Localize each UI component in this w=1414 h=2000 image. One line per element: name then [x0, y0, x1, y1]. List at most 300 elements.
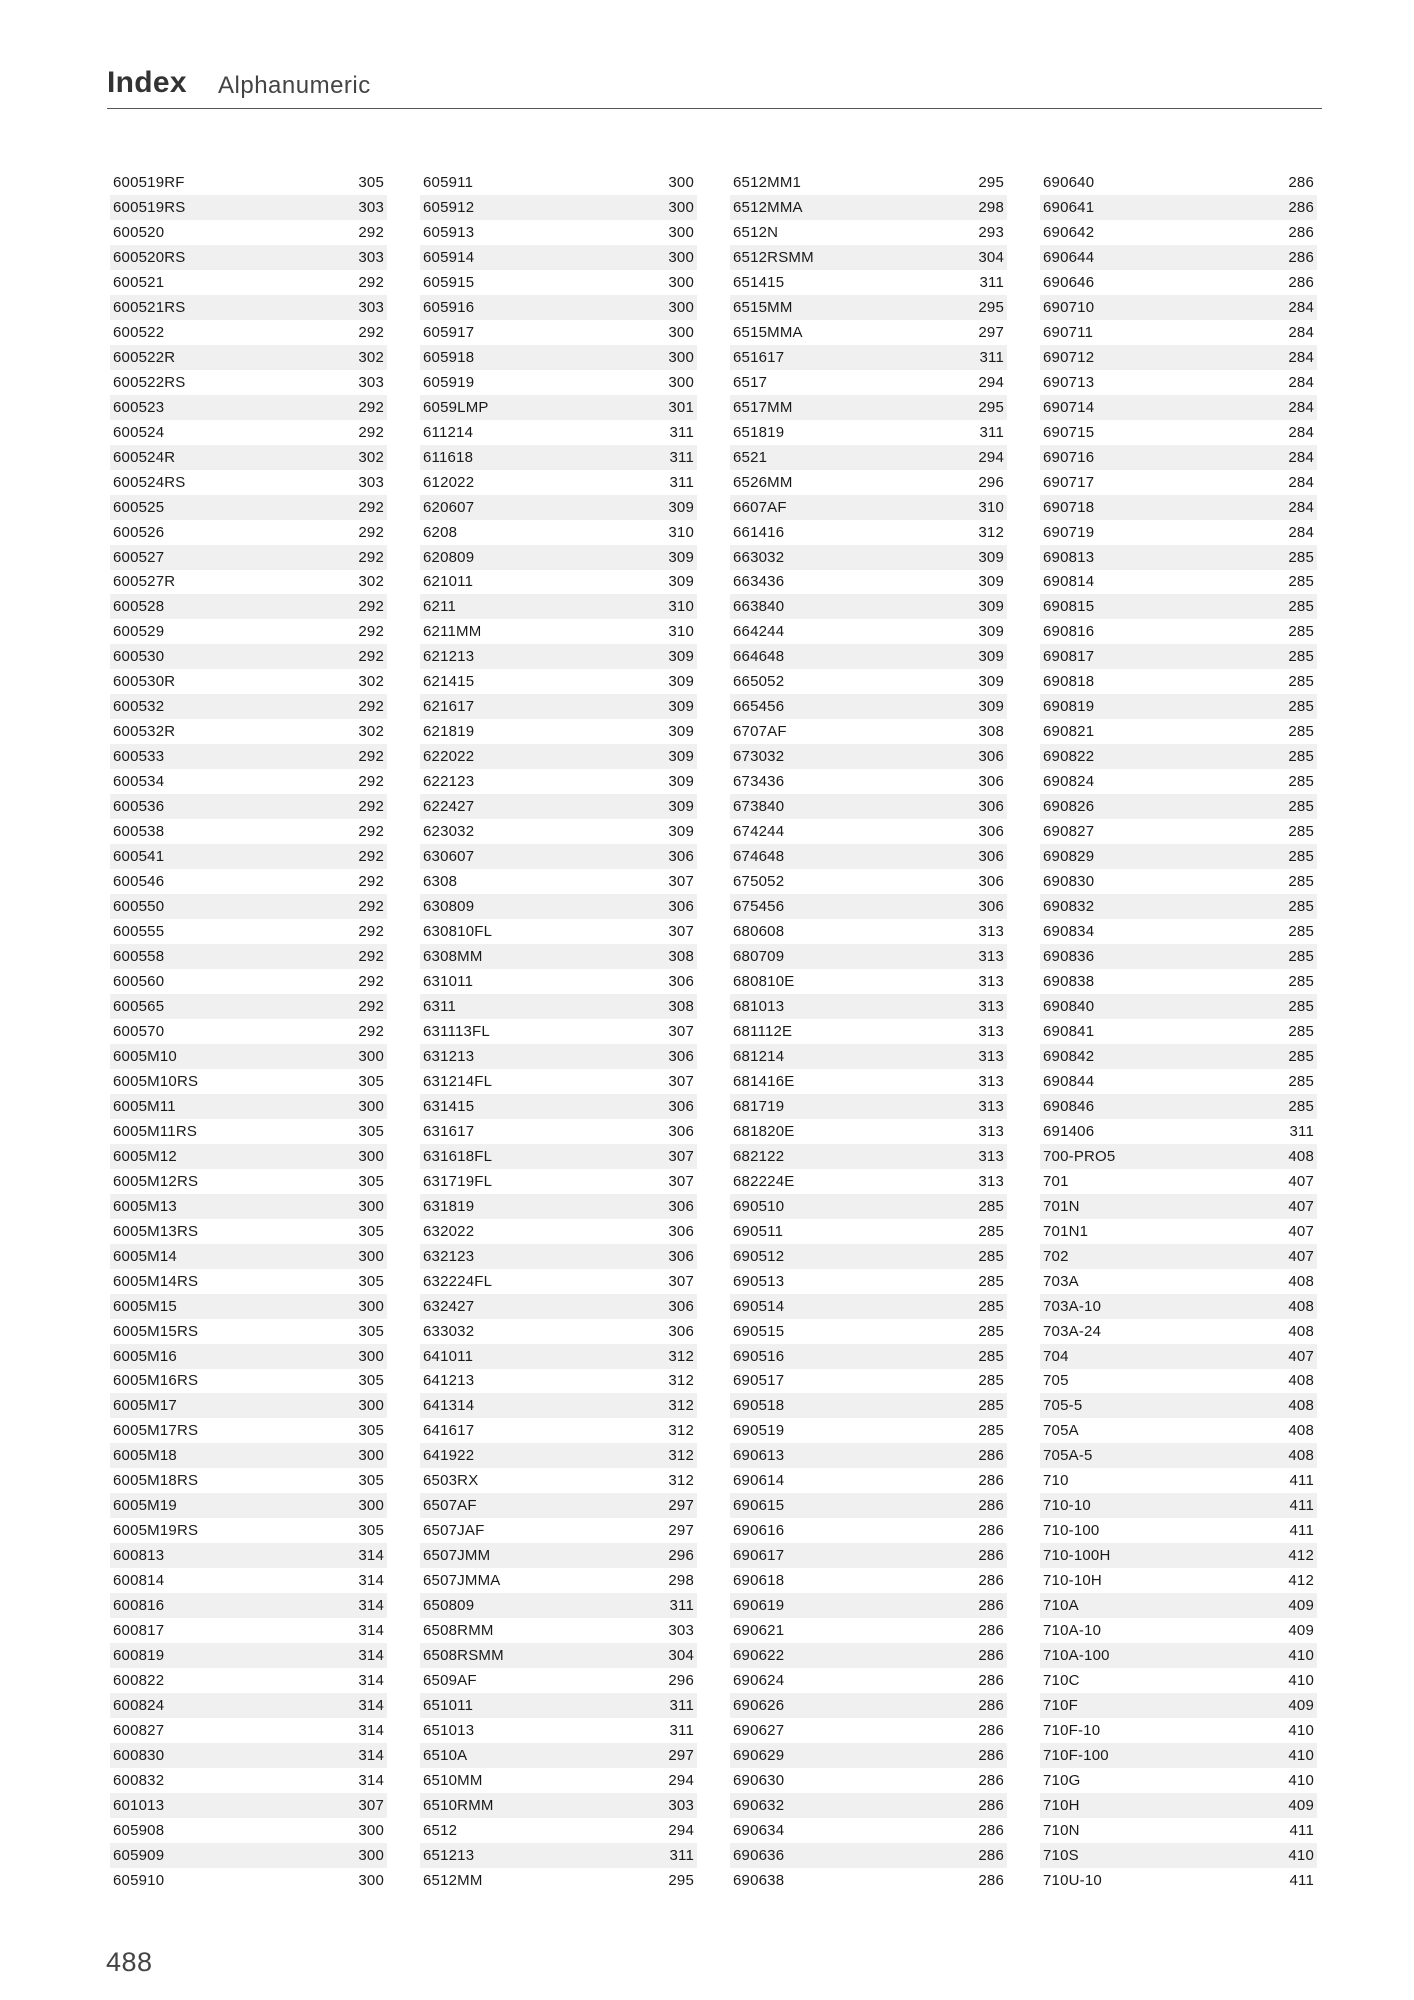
- page-reference: 285: [1288, 1072, 1314, 1090]
- index-entry: [420, 844, 697, 869]
- index-entry: [730, 894, 1007, 919]
- index-entry: [420, 919, 697, 944]
- page-reference: 305: [358, 173, 384, 191]
- part-number: 690818: [1043, 673, 1095, 691]
- index-entry: [110, 1094, 387, 1119]
- part-number: 690517: [733, 1372, 785, 1390]
- part-number: 6005M13RS: [113, 1222, 199, 1240]
- page-reference: 311: [669, 1597, 694, 1615]
- index-entry: [730, 1418, 1007, 1443]
- part-number: 6521: [733, 448, 768, 466]
- part-number: 630810FL: [423, 923, 493, 941]
- index-entry: [420, 1443, 697, 1468]
- part-number: 600813: [113, 1547, 165, 1565]
- part-number: 704: [1043, 1347, 1069, 1365]
- part-number: 710H: [1043, 1796, 1080, 1814]
- page-reference: 296: [668, 1672, 694, 1690]
- index-entry: [110, 1393, 387, 1418]
- index-entry: [1040, 1468, 1317, 1493]
- page-reference: 292: [358, 498, 384, 516]
- page-reference: 313: [978, 1147, 1004, 1165]
- part-number: 690840: [1043, 997, 1095, 1015]
- index-entry: [1040, 470, 1317, 495]
- index-entry: [1040, 594, 1317, 619]
- part-number: 690638: [733, 1871, 785, 1889]
- index-entry: [730, 1044, 1007, 1069]
- page-reference: 307: [668, 1022, 694, 1040]
- part-number: 605913: [423, 223, 475, 241]
- index-entry: [730, 694, 1007, 719]
- index-entry: [110, 1194, 387, 1219]
- part-number: 6005M17RS: [113, 1422, 199, 1440]
- page-reference: 308: [668, 948, 694, 966]
- page-reference: 284: [1288, 423, 1314, 441]
- page-reference: 285: [1288, 773, 1314, 791]
- part-number: 690717: [1043, 473, 1095, 491]
- index-entry: [730, 1543, 1007, 1568]
- index-entry: [420, 644, 697, 669]
- page-reference: 292: [358, 873, 384, 891]
- page-reference: 407: [1288, 1172, 1314, 1190]
- index-entry: [730, 345, 1007, 370]
- page-reference: 309: [668, 723, 694, 741]
- index-entry: [420, 1818, 697, 1843]
- part-number: 682122: [733, 1147, 785, 1165]
- page-reference: 306: [668, 1297, 694, 1315]
- index-entry: [420, 1643, 697, 1668]
- index-entry: [730, 1244, 1007, 1269]
- page-reference: 286: [978, 1796, 1004, 1814]
- page-reference: 309: [978, 648, 1004, 666]
- part-number: 600538: [113, 823, 165, 841]
- page-reference: 309: [978, 573, 1004, 591]
- part-number: 600525: [113, 498, 165, 516]
- index-entry: [110, 1144, 387, 1169]
- index-entry: [730, 669, 1007, 694]
- page-reference: 285: [978, 1222, 1004, 1240]
- part-number: 6005M19RS: [113, 1522, 199, 1540]
- part-number: 6510MM: [423, 1771, 483, 1789]
- page-reference: 300: [668, 198, 694, 216]
- index-entry: [730, 1618, 1007, 1643]
- index-entry: [420, 969, 697, 994]
- part-number: 690714: [1043, 398, 1095, 416]
- index-entry: [110, 170, 387, 195]
- page-reference: 305: [358, 1222, 384, 1240]
- page-reference: 295: [978, 398, 1004, 416]
- index-entry: [420, 744, 697, 769]
- index-entry: [420, 1393, 697, 1418]
- part-number: 710G: [1043, 1771, 1081, 1789]
- index-entry: [1040, 819, 1317, 844]
- page-reference: 285: [1288, 923, 1314, 941]
- index-entry: [730, 994, 1007, 1019]
- part-number: 690816: [1043, 623, 1095, 641]
- page-reference: 284: [1288, 323, 1314, 341]
- index-entry: [420, 1518, 697, 1543]
- page-reference: 286: [1288, 198, 1314, 216]
- index-entry: [420, 1493, 697, 1518]
- index-entry: [110, 1019, 387, 1044]
- page-reference: 309: [668, 748, 694, 766]
- part-number: 6507JAF: [423, 1522, 485, 1540]
- index-entry: [110, 1718, 387, 1743]
- index-entry: [730, 769, 1007, 794]
- part-number: 651011: [423, 1697, 474, 1715]
- index-entry: [420, 1369, 697, 1394]
- page-reference: 292: [358, 1022, 384, 1040]
- index-entry: [730, 470, 1007, 495]
- index-entry: [110, 1369, 387, 1394]
- index-entry: [730, 1393, 1007, 1418]
- part-number: 600519RS: [113, 198, 186, 216]
- page-reference: 306: [668, 898, 694, 916]
- page-reference: 305: [358, 1372, 384, 1390]
- part-number: 6208: [423, 523, 458, 541]
- index-entry: [420, 1219, 697, 1244]
- page-reference: 300: [668, 273, 694, 291]
- index-entry: [730, 619, 1007, 644]
- index-entry: [420, 295, 697, 320]
- part-number: 6211MM: [423, 623, 482, 641]
- page-reference: 410: [1288, 1846, 1314, 1864]
- part-number: 690515: [733, 1322, 785, 1340]
- index-entry: [1040, 195, 1317, 220]
- part-number: 651819: [733, 423, 785, 441]
- part-number: 600558: [113, 948, 165, 966]
- page-reference: 286: [978, 1647, 1004, 1665]
- part-number: 690821: [1043, 723, 1095, 741]
- part-number: 663436: [733, 573, 785, 591]
- part-number: 600520RS: [113, 248, 186, 266]
- part-number: 6005M12RS: [113, 1172, 199, 1190]
- page-reference: 285: [978, 1297, 1004, 1315]
- page-reference: 297: [978, 323, 1004, 341]
- index-column-1: [110, 170, 387, 1893]
- part-number: 6517: [733, 373, 768, 391]
- index-entry: [420, 445, 697, 470]
- index-entry: [420, 1069, 697, 1094]
- index-entry: [110, 295, 387, 320]
- page-reference: 411: [1289, 1522, 1314, 1540]
- index-columns: [110, 170, 1322, 1890]
- part-number: 600530: [113, 648, 165, 666]
- page-reference: 408: [1288, 1447, 1314, 1465]
- page-reference: 300: [358, 1871, 384, 1889]
- part-number: 6515MMA: [733, 323, 803, 341]
- page-reference: 309: [668, 798, 694, 816]
- page-reference: 300: [358, 1297, 384, 1315]
- index-entry: [730, 1568, 1007, 1593]
- index-entry: [1040, 1568, 1317, 1593]
- page-reference: 285: [978, 1347, 1004, 1365]
- index-entry: [110, 1319, 387, 1344]
- index-entry: [730, 270, 1007, 295]
- index-entry: [730, 1144, 1007, 1169]
- page-reference: 309: [668, 673, 694, 691]
- page-reference: 297: [668, 1522, 694, 1540]
- index-entry: [1040, 545, 1317, 570]
- part-number: 710A-100: [1043, 1647, 1110, 1665]
- index-entry: [110, 1568, 387, 1593]
- part-number: 6005M18: [113, 1447, 177, 1465]
- index-entry: [730, 1169, 1007, 1194]
- index-entry: [110, 1843, 387, 1868]
- page-reference: 314: [358, 1547, 384, 1565]
- part-number: 681214: [733, 1047, 785, 1065]
- part-number: 632022: [423, 1222, 475, 1240]
- index-entry: [1040, 1294, 1317, 1319]
- part-number: 6005M12: [113, 1147, 177, 1165]
- index-entry: [1040, 744, 1317, 769]
- page-reference: 284: [1288, 348, 1314, 366]
- index-entry: [420, 1044, 697, 1069]
- page-reference: 306: [668, 972, 694, 990]
- part-number: 600532: [113, 698, 165, 716]
- page-reference: 300: [668, 373, 694, 391]
- page-reference: 314: [358, 1597, 384, 1615]
- index-entry: [730, 1319, 1007, 1344]
- page-reference: 310: [668, 623, 694, 641]
- part-number: 690824: [1043, 773, 1095, 791]
- part-number: 601013: [113, 1796, 165, 1814]
- part-number: 690822: [1043, 748, 1095, 766]
- page-reference: 307: [668, 1272, 694, 1290]
- part-number: 690815: [1043, 598, 1095, 616]
- page-reference: 297: [668, 1747, 694, 1765]
- part-number: 600524RS: [113, 473, 186, 491]
- index-entry: [730, 1718, 1007, 1743]
- part-number: 651013: [423, 1722, 475, 1740]
- page-reference: 286: [1288, 273, 1314, 291]
- index-entry: [110, 1768, 387, 1793]
- part-number: 6308MM: [423, 948, 483, 966]
- index-entry: [1040, 869, 1317, 894]
- part-number: 682224E: [733, 1172, 795, 1190]
- index-entry: [730, 195, 1007, 220]
- index-entry: [420, 1294, 697, 1319]
- page-reference: 284: [1288, 523, 1314, 541]
- index-entry: [730, 969, 1007, 994]
- page-reference: 302: [358, 573, 384, 591]
- part-number: 6005M10: [113, 1047, 177, 1065]
- part-number: 690710: [1043, 298, 1095, 316]
- part-number: 600816: [113, 1597, 165, 1615]
- page-reference: 284: [1288, 298, 1314, 316]
- page-reference: 300: [358, 1447, 384, 1465]
- page-reference: 306: [978, 773, 1004, 791]
- page-reference: 300: [668, 348, 694, 366]
- index-entry: [110, 919, 387, 944]
- page-reference: 286: [978, 1672, 1004, 1690]
- index-entry: [730, 744, 1007, 769]
- index-entry: [110, 669, 387, 694]
- page-reference: 311: [669, 448, 694, 466]
- index-entry: [420, 869, 697, 894]
- part-number: 6503RX: [423, 1472, 479, 1490]
- part-number: 690716: [1043, 448, 1095, 466]
- part-number: 605919: [423, 373, 475, 391]
- index-title: Index: [107, 66, 187, 99]
- part-number: 605918: [423, 348, 475, 366]
- page-reference: 307: [668, 923, 694, 941]
- part-number: 690622: [733, 1647, 785, 1665]
- part-number: 690826: [1043, 798, 1095, 816]
- page-reference: 309: [668, 648, 694, 666]
- index-entry: [110, 769, 387, 794]
- index-entry: [730, 644, 1007, 669]
- part-number: 600526: [113, 523, 165, 541]
- part-number: 690519: [733, 1422, 785, 1440]
- index-entry: [730, 1069, 1007, 1094]
- part-number: 631011: [423, 972, 474, 990]
- page-reference: 286: [978, 1597, 1004, 1615]
- part-number: 600524R: [113, 448, 176, 466]
- part-number: 6005M19: [113, 1497, 177, 1515]
- part-number: 605910: [113, 1871, 165, 1889]
- page-reference: 311: [979, 348, 1004, 366]
- index-entry: [420, 270, 697, 295]
- part-number: 600532R: [113, 723, 176, 741]
- index-entry: [1040, 1518, 1317, 1543]
- index-entry: [1040, 1493, 1317, 1518]
- page-reference: 285: [1288, 698, 1314, 716]
- part-number: 641617: [423, 1422, 475, 1440]
- part-number: 6512MM1: [733, 173, 802, 191]
- part-number: 632224FL: [423, 1272, 493, 1290]
- index-entry: [730, 1119, 1007, 1144]
- page-reference: 314: [358, 1672, 384, 1690]
- index-entry: [730, 1493, 1007, 1518]
- part-number: 6517MM: [733, 398, 793, 416]
- part-number: 690616: [733, 1522, 785, 1540]
- part-number: 664648: [733, 648, 785, 666]
- part-number: 702: [1043, 1247, 1069, 1265]
- index-entry: [110, 1543, 387, 1568]
- index-entry: [1040, 520, 1317, 545]
- page-reference: 313: [978, 1122, 1004, 1140]
- part-number: 605914: [423, 248, 475, 266]
- page-reference: 306: [978, 848, 1004, 866]
- part-number: 600555: [113, 923, 165, 941]
- page-reference: 305: [358, 1272, 384, 1290]
- index-entry: [110, 1518, 387, 1543]
- part-number: 690834: [1043, 923, 1095, 941]
- page-reference: 300: [358, 1397, 384, 1415]
- page-reference: 407: [1288, 1197, 1314, 1215]
- index-entry: [1040, 969, 1317, 994]
- part-number: 600565: [113, 997, 165, 1015]
- part-number: 641922: [423, 1447, 475, 1465]
- page-reference: 300: [358, 1347, 384, 1365]
- index-entry: [1040, 1643, 1317, 1668]
- index-entry: [110, 320, 387, 345]
- page-reference: 311: [669, 1722, 694, 1740]
- part-number: 600528: [113, 598, 165, 616]
- part-number: 690618: [733, 1572, 785, 1590]
- part-number: 6005M16RS: [113, 1372, 199, 1390]
- page-reference: 410: [1288, 1672, 1314, 1690]
- part-number: 600520: [113, 223, 165, 241]
- page-reference: 300: [358, 1497, 384, 1515]
- index-entry: [730, 1294, 1007, 1319]
- page-reference: 306: [978, 898, 1004, 916]
- page-reference: 412: [1288, 1547, 1314, 1565]
- page-reference: 297: [668, 1497, 694, 1515]
- part-number: 673436: [733, 773, 785, 791]
- page-reference: 309: [978, 548, 1004, 566]
- part-number: 690636: [733, 1846, 785, 1864]
- index-entry: [110, 694, 387, 719]
- page-reference: 285: [1288, 997, 1314, 1015]
- page-reference: 292: [358, 273, 384, 291]
- page-reference: 303: [358, 373, 384, 391]
- index-entry: [420, 894, 697, 919]
- index-entry: [1040, 1618, 1317, 1643]
- index-entry: [420, 1194, 697, 1219]
- part-number: 680608: [733, 923, 785, 941]
- part-number: 651415: [733, 273, 785, 291]
- page-reference: 314: [358, 1771, 384, 1789]
- page-reference: 408: [1288, 1147, 1314, 1165]
- page-reference: 409: [1288, 1622, 1314, 1640]
- index-entry: [730, 245, 1007, 270]
- index-entry: [110, 445, 387, 470]
- index-entry: [420, 1543, 697, 1568]
- index-entry: [110, 894, 387, 919]
- page-reference: 303: [358, 298, 384, 316]
- page-reference: 407: [1288, 1247, 1314, 1265]
- page-reference: 286: [978, 1572, 1004, 1590]
- part-number: 600521RS: [113, 298, 186, 316]
- page-reference: 303: [668, 1796, 694, 1814]
- page-number: 488: [106, 1947, 153, 1977]
- index-entry: [420, 220, 697, 245]
- part-number: 705: [1043, 1372, 1069, 1390]
- page-reference: 285: [1288, 898, 1314, 916]
- page-reference: 314: [358, 1747, 384, 1765]
- part-number: 6512N: [733, 223, 779, 241]
- index-entry: [420, 1019, 697, 1044]
- page-reference: 305: [358, 1072, 384, 1090]
- page-reference: 285: [1288, 573, 1314, 591]
- index-entry: [1040, 1194, 1317, 1219]
- page-reference: 285: [1288, 948, 1314, 966]
- index-entry: [420, 1693, 697, 1718]
- index-entry: [110, 1244, 387, 1269]
- part-number: 600832: [113, 1771, 165, 1789]
- page-reference: 408: [1288, 1322, 1314, 1340]
- page-reference: 286: [978, 1697, 1004, 1715]
- page-reference: 311: [1289, 1122, 1314, 1140]
- index-entry: [1040, 345, 1317, 370]
- index-entry: [730, 1369, 1007, 1394]
- part-number: 631719FL: [423, 1172, 493, 1190]
- index-entry: [110, 1344, 387, 1369]
- index-entry: [1040, 370, 1317, 395]
- page-reference: 300: [358, 1147, 384, 1165]
- page-reference: 292: [358, 323, 384, 341]
- index-entry: [730, 1443, 1007, 1468]
- part-number: 600560: [113, 972, 165, 990]
- part-number: 703A: [1043, 1272, 1079, 1290]
- index-entry: [730, 794, 1007, 819]
- index-entry: [420, 1269, 697, 1294]
- index-entry: [1040, 794, 1317, 819]
- part-number: 690712: [1043, 348, 1095, 366]
- page-reference: 306: [668, 1247, 694, 1265]
- index-entry: [1040, 619, 1317, 644]
